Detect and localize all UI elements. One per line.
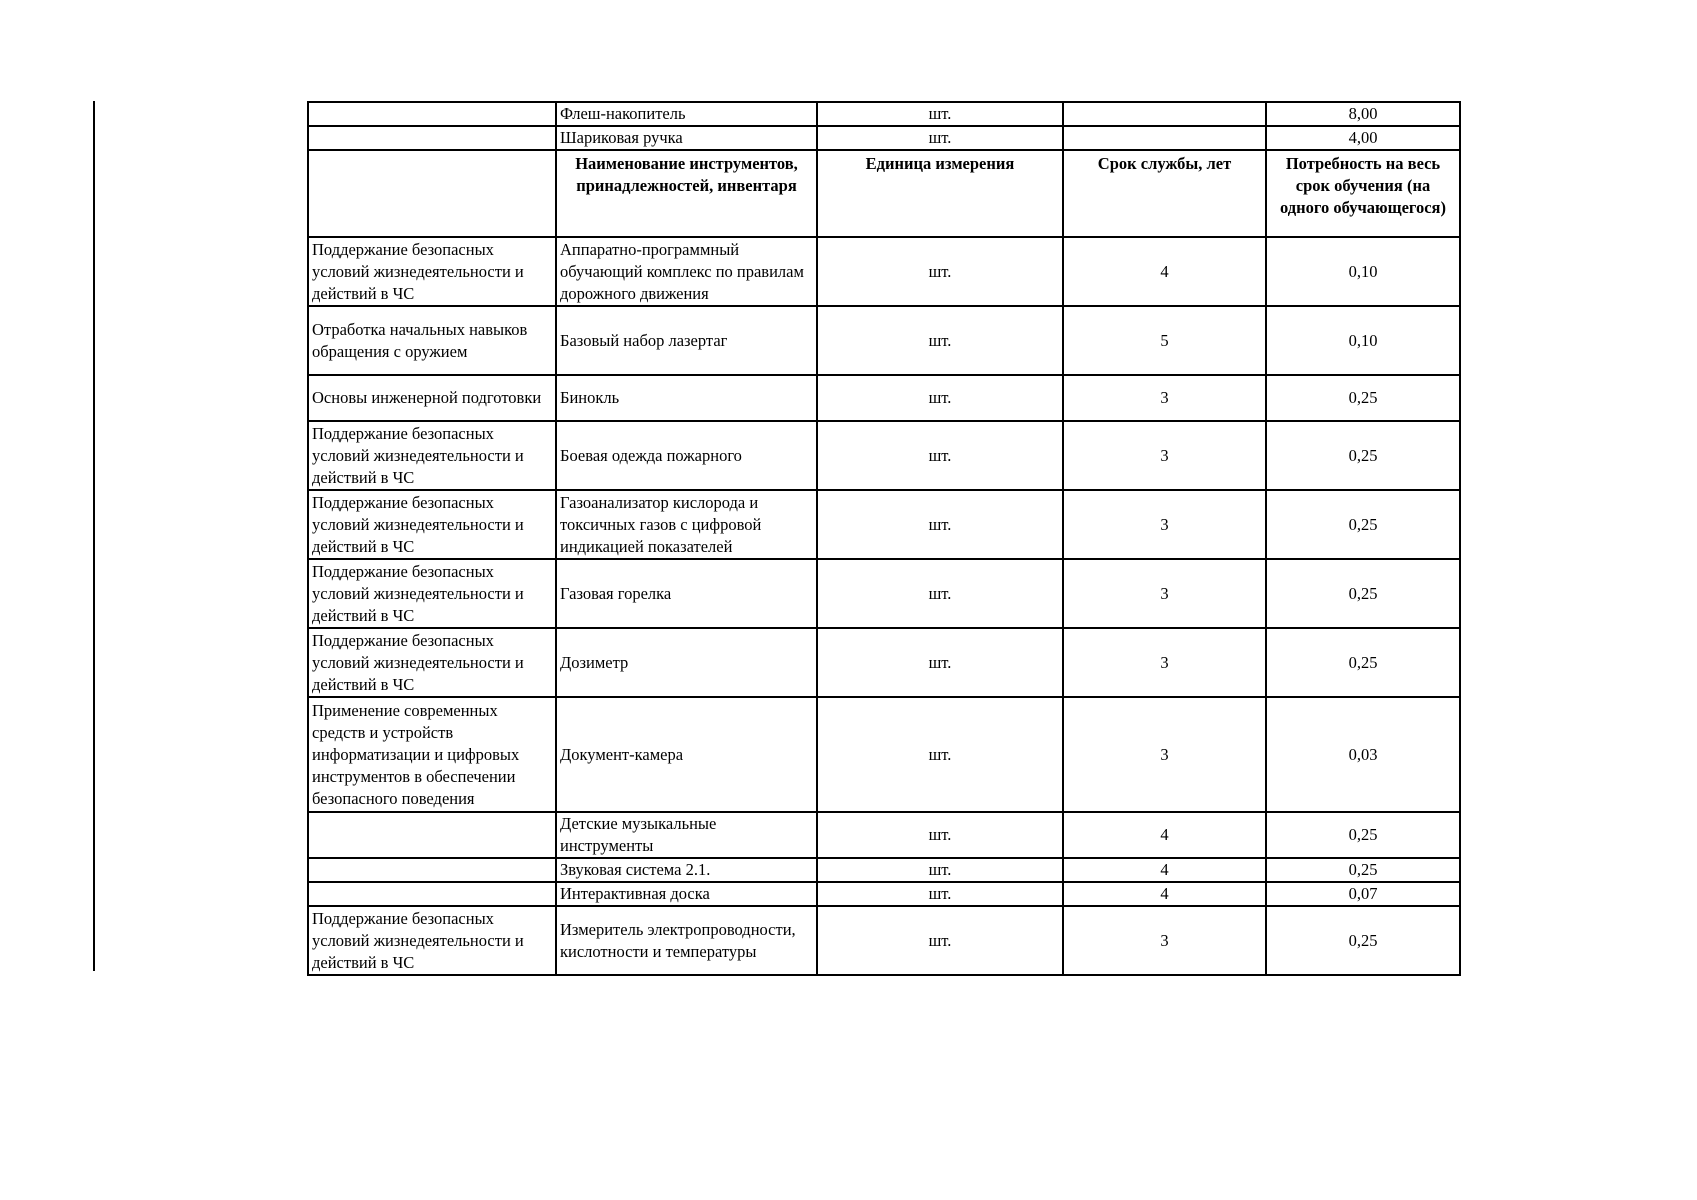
use-cell: Поддержание безопасных условий жизнедеятельности и действий в ЧС (308, 237, 556, 306)
need-cell: 8,00 (1266, 102, 1460, 126)
use-cell: Поддержание безопасных условий жизнедеятельности и действий в ЧС (308, 628, 556, 697)
header-need: Потребность на весь срок обучения (на одного обучающегося) (1266, 150, 1460, 237)
header-name: Наименование инструментов, принадлежностей, инвентаря (556, 150, 817, 237)
need-cell: 0,25 (1266, 375, 1460, 421)
unit-cell: шт. (817, 697, 1063, 812)
table-row (308, 490, 1460, 559)
table-row (308, 421, 1460, 490)
need-cell: 0,25 (1266, 490, 1460, 559)
unit-cell: шт. (817, 375, 1063, 421)
name-cell: Интерактивная доска (556, 882, 817, 906)
service-life-cell: 3 (1063, 628, 1266, 697)
service-life-cell: 4 (1063, 882, 1266, 906)
table-row (308, 559, 1460, 628)
name-cell: Аппаратно-программный обучающий комплекс по правилам дорожного движения (556, 237, 817, 306)
use-cell: Поддержание безопасных условий жизнедеятельности и действий в ЧС (308, 421, 556, 490)
header-service-life: Срок службы, лет (1063, 150, 1266, 237)
need-cell: 0,25 (1266, 628, 1460, 697)
name-cell: Базовый набор лазертаг (556, 306, 817, 375)
use-cell: Поддержание безопасных условий жизнедеятельности и действий в ЧС (308, 490, 556, 559)
name-cell: Бинокль (556, 375, 817, 421)
equipment-table (307, 101, 1461, 976)
need-cell: 0,25 (1266, 559, 1460, 628)
need-cell: 4,00 (1266, 126, 1460, 150)
use-cell: Основы инженерной подготовки (308, 375, 556, 421)
use-cell: Поддержание безопасных условий жизнедеятельности и действий в ЧС (308, 559, 556, 628)
service-life-cell: 3 (1063, 490, 1266, 559)
need-cell: 0,25 (1266, 421, 1460, 490)
table-row (308, 102, 1460, 126)
need-cell: 0,25 (1266, 858, 1460, 882)
name-cell: Детские музыкальные инструменты (556, 812, 817, 858)
service-life-cell: 3 (1063, 559, 1266, 628)
name-cell: Дозиметр (556, 628, 817, 697)
service-life-cell: 5 (1063, 306, 1266, 375)
table-row (308, 126, 1460, 150)
use-cell (308, 126, 556, 150)
service-life-cell: 4 (1063, 812, 1266, 858)
name-cell: Шариковая ручка (556, 126, 817, 150)
table-row (308, 628, 1460, 697)
service-life-cell: 3 (1063, 906, 1266, 975)
use-cell (308, 812, 556, 858)
use-cell (308, 858, 556, 882)
need-cell: 0,25 (1266, 906, 1460, 975)
header-unit: Единица измерения (817, 150, 1063, 237)
need-cell: 0,25 (1266, 812, 1460, 858)
table-row (308, 812, 1460, 858)
name-cell: Флеш-накопитель (556, 102, 817, 126)
service-life-cell: 4 (1063, 237, 1266, 306)
name-cell: Звуковая система 2.1. (556, 858, 817, 882)
service-life-cell (1063, 102, 1266, 126)
left-margin-rule (93, 101, 95, 971)
header-empty-cell (308, 150, 556, 237)
table-row (308, 858, 1460, 882)
table-row (308, 882, 1460, 906)
name-cell: Газоанализатор кислорода и токсичных газов с цифровой индикацией показателей (556, 490, 817, 559)
name-cell: Боевая одежда пожарного (556, 421, 817, 490)
use-cell: Поддержание безопасных условий жизнедеятельности и действий в ЧС (308, 906, 556, 975)
unit-cell: шт. (817, 490, 1063, 559)
unit-cell: шт. (817, 812, 1063, 858)
table-row (308, 697, 1460, 812)
service-life-cell (1063, 126, 1266, 150)
table-row (308, 306, 1460, 375)
name-cell: Документ-камера (556, 697, 817, 812)
service-life-cell: 3 (1063, 421, 1266, 490)
unit-cell: шт. (817, 858, 1063, 882)
table-row (308, 237, 1460, 306)
use-cell: Отработка начальных навыков обращения с оружием (308, 306, 556, 375)
need-cell: 0,10 (1266, 306, 1460, 375)
unit-cell: шт. (817, 628, 1063, 697)
service-life-cell: 3 (1063, 697, 1266, 812)
table-row (308, 906, 1460, 975)
need-cell: 0,07 (1266, 882, 1460, 906)
name-cell: Газовая горелка (556, 559, 817, 628)
unit-cell: шт. (817, 306, 1063, 375)
use-cell: Применение современных средств и устройств информатизации и цифровых инструментов в обеспечении безопасного поведения (308, 697, 556, 812)
unit-cell: шт. (817, 906, 1063, 975)
unit-cell: шт. (817, 102, 1063, 126)
service-life-cell: 4 (1063, 858, 1266, 882)
unit-cell: шт. (817, 237, 1063, 306)
table-row (308, 375, 1460, 421)
unit-cell: шт. (817, 882, 1063, 906)
need-cell: 0,03 (1266, 697, 1460, 812)
unit-cell: шт. (817, 559, 1063, 628)
use-cell (308, 882, 556, 906)
unit-cell: шт. (817, 421, 1063, 490)
table-header-row (308, 150, 1460, 237)
service-life-cell: 3 (1063, 375, 1266, 421)
use-cell (308, 102, 556, 126)
need-cell: 0,10 (1266, 237, 1460, 306)
unit-cell: шт. (817, 126, 1063, 150)
name-cell: Измеритель электропроводности, кислотности и температуры (556, 906, 817, 975)
